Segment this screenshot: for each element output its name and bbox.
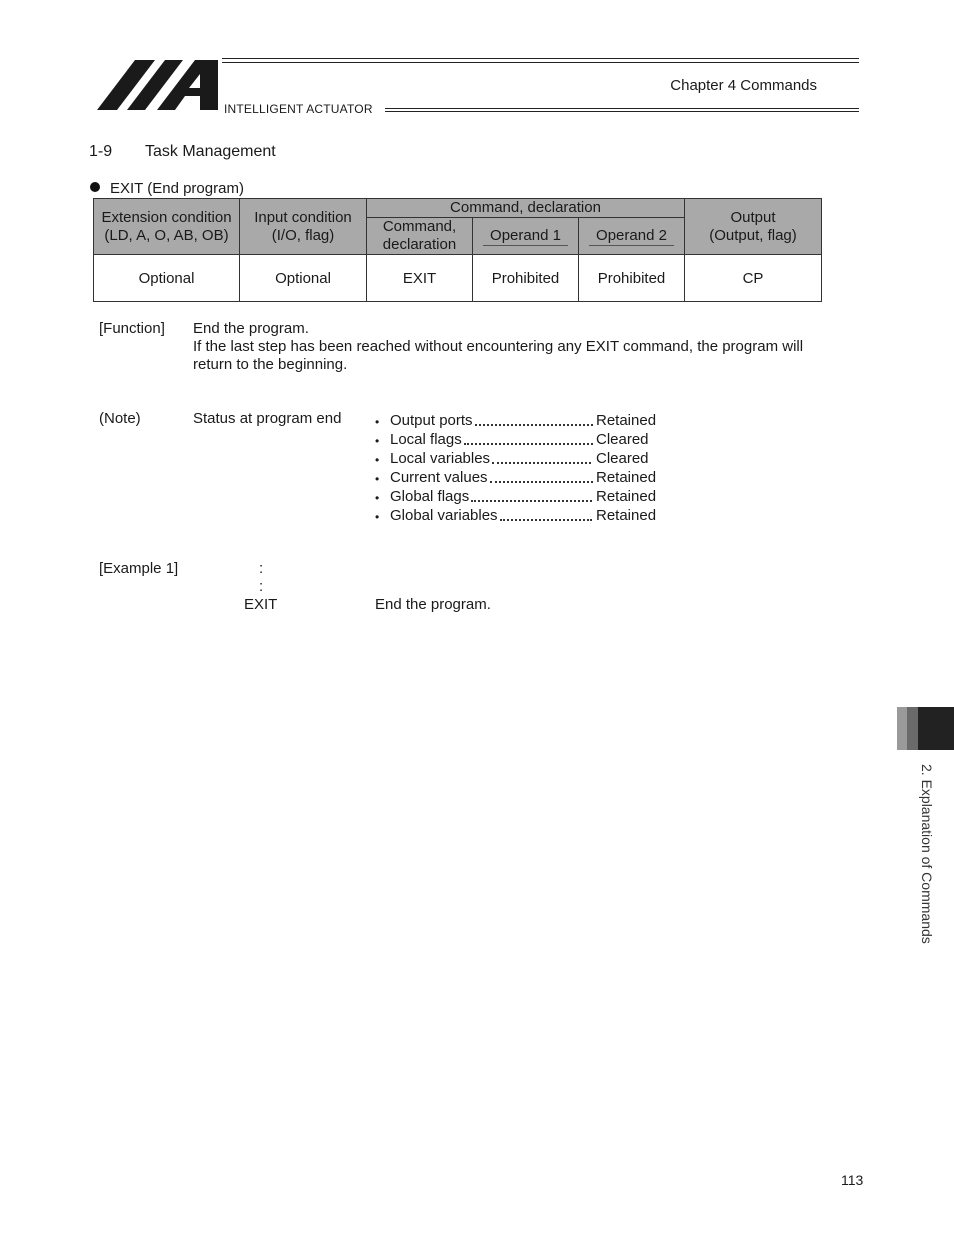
cell-command: EXIT (367, 255, 473, 302)
list-item: • Output ports Retained (375, 412, 657, 429)
command-title (90, 180, 244, 197)
side-tab-marker (897, 707, 907, 750)
header-operand1: Operand 1 (473, 218, 579, 255)
header-rule (222, 62, 859, 63)
cell-operand1: Prohibited (473, 255, 579, 302)
list-item: • Global flags Retained (375, 488, 657, 505)
note-subtitle: Status at program end (193, 410, 342, 427)
cell-output: CP (685, 255, 822, 302)
list-item: • Global variables Retained (375, 507, 657, 524)
function-label: [Function] (99, 320, 165, 337)
example-continuation: : (259, 578, 264, 595)
side-tab-marker (918, 707, 954, 750)
header-input: Input condition (I/O, flag) (240, 199, 367, 255)
list-item: • Current values Retained (375, 469, 657, 486)
function-line2: If the last step has been reached without encountering any EXIT command, the program will return to the beginning. (193, 338, 804, 373)
function-text (193, 320, 843, 374)
example-continuation: : (259, 560, 264, 577)
command-title-text: EXIT (End program) (110, 180, 244, 197)
command-table (93, 198, 822, 302)
bullet-icon (90, 182, 100, 192)
list-item: • Local flags Cleared (375, 431, 649, 448)
header-rule (385, 108, 859, 109)
example-description: End the program. (375, 596, 491, 613)
iai-logo (97, 58, 219, 111)
header-command: Command, declaration (367, 218, 473, 255)
section-title: Task Management (145, 143, 276, 160)
brand-name: INTELLIGENT ACTUATOR (224, 102, 373, 116)
header-output: Output (Output, flag) (685, 199, 822, 255)
section-number: 1-9 (89, 143, 113, 160)
header-rule (222, 58, 859, 59)
cell-input: Optional (240, 255, 367, 302)
header-command-group: Command, declaration (367, 199, 685, 218)
side-tab-marker (907, 707, 918, 750)
cell-extension: Optional (94, 255, 240, 302)
header-extension: Extension condition (LD, A, O, AB, OB) (94, 199, 240, 255)
note-label: (Note) (99, 410, 141, 427)
example-command: EXIT (244, 596, 278, 613)
header-rule (385, 111, 859, 112)
section-heading (89, 143, 276, 161)
status-list (375, 410, 675, 524)
side-tab-label: 2. Explanation of Commands (919, 764, 935, 944)
page-number: 113 (841, 1172, 864, 1188)
header-operand2: Operand 2 (579, 218, 685, 255)
function-line1: End the program. (193, 320, 309, 337)
cell-operand2: Prohibited (579, 255, 685, 302)
list-item: • Local variables Cleared (375, 450, 649, 467)
example-label: [Example 1] (99, 560, 179, 577)
chapter-title: Chapter 4 Commands (670, 77, 817, 94)
